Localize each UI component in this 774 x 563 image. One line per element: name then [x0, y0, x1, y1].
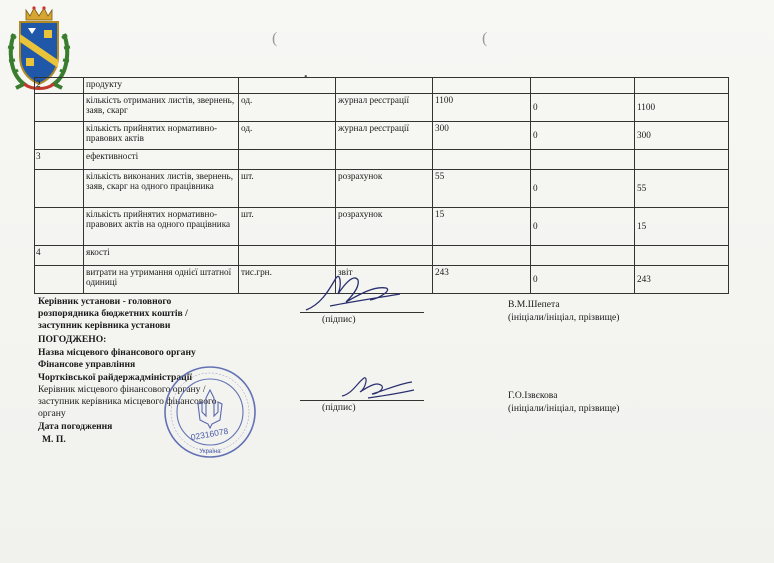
value-cell-1: [433, 246, 531, 266]
row-number: [35, 266, 84, 294]
indicator-name: якості: [84, 246, 239, 266]
head-title-line-1: Керівник установи - головного: [38, 296, 172, 307]
value-cell-2: 0: [531, 266, 635, 294]
source-cell: розрахунок: [336, 208, 433, 246]
value-cell-2: 0: [531, 122, 635, 150]
head-name: В.М.Шепета: [508, 299, 560, 310]
row-number: 2: [35, 78, 84, 94]
row-number: 4: [35, 246, 84, 266]
unit-cell: [239, 150, 336, 170]
value-cell-3: 1100: [635, 94, 729, 122]
table-row: [35, 78, 729, 94]
head-signature-label: (підпис): [322, 314, 356, 325]
fin-signature-line: [300, 400, 424, 401]
value-cell-2: [531, 150, 635, 170]
value-cell-1: 55: [433, 170, 531, 208]
indicator-name: кількість прийнятих нормативно-правових актів: [84, 122, 239, 150]
value-cell-3: [635, 78, 729, 94]
value-cell-1: 300: [433, 122, 531, 150]
source-cell: журнал реєстрації: [336, 122, 433, 150]
value-cell-3: [635, 246, 729, 266]
value-cell-2: [531, 78, 635, 94]
fin-initials-label: (ініціали/ініціал, прізвище): [508, 403, 620, 414]
unit-cell: тис.грн.: [239, 266, 336, 294]
head-title-line-3: заступник керівника установи: [38, 320, 171, 331]
value-cell-3: 55: [635, 170, 729, 208]
scan-artifact-left: (: [272, 30, 278, 47]
value-cell-3: 300: [635, 122, 729, 150]
seal-place-label: М. П.: [42, 434, 66, 445]
table-row: [35, 122, 729, 150]
unit-cell: од.: [239, 122, 336, 150]
value-cell-2: 0: [531, 208, 635, 246]
stamp-country: Україна: [199, 449, 221, 455]
value-cell-1: 243: [433, 266, 531, 294]
value-cell-3: 243: [635, 266, 729, 294]
fin-department: Фінансове управління: [38, 359, 136, 370]
district-administration: Чортківської райдержадміністрації: [38, 372, 193, 383]
fin-head-name: Г.О.Ізвєкова: [508, 390, 558, 401]
indicator-name: кількість отриманих листів, звернень, заяв, скарг: [84, 94, 239, 122]
table-row: [35, 150, 729, 170]
value-cell-3: [635, 150, 729, 170]
fin-head-line-1: Керівник місцевого фінансового органу /: [38, 384, 206, 395]
head-title-line-2: розпорядника бюджетних коштів /: [38, 308, 188, 319]
value-cell-1: [433, 150, 531, 170]
row-number: [35, 170, 84, 208]
fin-body-label: Назва місцевого фінансового органу: [38, 347, 196, 358]
official-stamp-icon: [162, 364, 258, 460]
agreed-heading: ПОГОДЖЕНО:: [38, 334, 107, 345]
value-cell-1: 1100: [433, 94, 531, 122]
head-signature-line: [300, 312, 424, 313]
indicator-name: витрати на утримання однієї штатної одиниці: [84, 266, 239, 294]
value-cell-3: 15: [635, 208, 729, 246]
row-number: [35, 208, 84, 246]
source-cell: звіт: [336, 266, 433, 294]
value-cell-2: 0: [531, 94, 635, 122]
value-cell-1: 15: [433, 208, 531, 246]
row-number: [35, 94, 84, 122]
performance-indicators-table: [34, 77, 729, 294]
unit-cell: шт.: [239, 208, 336, 246]
table-row: [35, 208, 729, 246]
indicator-name: кількість виконаних листів, звернень, заяв, скарг на одного працівника: [84, 170, 239, 208]
scan-artifact-right: (: [482, 30, 488, 47]
value-cell-2: 0: [531, 170, 635, 208]
unit-cell: шт.: [239, 170, 336, 208]
head-initials-label: (ініціали/ініціал, прізвище): [508, 312, 620, 323]
fin-head-line-2: заступник керівника місцевого фінансового: [38, 396, 217, 407]
source-cell: [336, 246, 433, 266]
unit-cell: [239, 246, 336, 266]
source-cell: журнал реєстрації: [336, 94, 433, 122]
fin-head-line-3: органу: [38, 408, 66, 419]
row-number: [35, 122, 84, 150]
table-row: [35, 246, 729, 266]
table-row: [35, 170, 729, 208]
indicator-name: кількість прийнятих нормативно-правових актів на одного працівника: [84, 208, 239, 246]
value-cell-1: [433, 78, 531, 94]
value-cell-2: [531, 246, 635, 266]
head-signature-icon: [300, 268, 410, 316]
indicator-name: продукту: [84, 78, 239, 94]
indicator-name: ефективності: [84, 150, 239, 170]
fin-signature-label: (підпис): [322, 402, 356, 413]
fin-head-signature-icon: [338, 372, 418, 402]
source-cell: [336, 78, 433, 94]
agreement-date-label: Дата погодження: [38, 421, 113, 432]
unit-cell: од.: [239, 94, 336, 122]
unit-cell: [239, 78, 336, 94]
row-number: 3: [35, 150, 84, 170]
source-cell: [336, 150, 433, 170]
stamp-code: 02316078: [189, 425, 229, 443]
source-cell: розрахунок: [336, 170, 433, 208]
table-row: [35, 94, 729, 122]
scan-dot: •: [304, 72, 308, 83]
